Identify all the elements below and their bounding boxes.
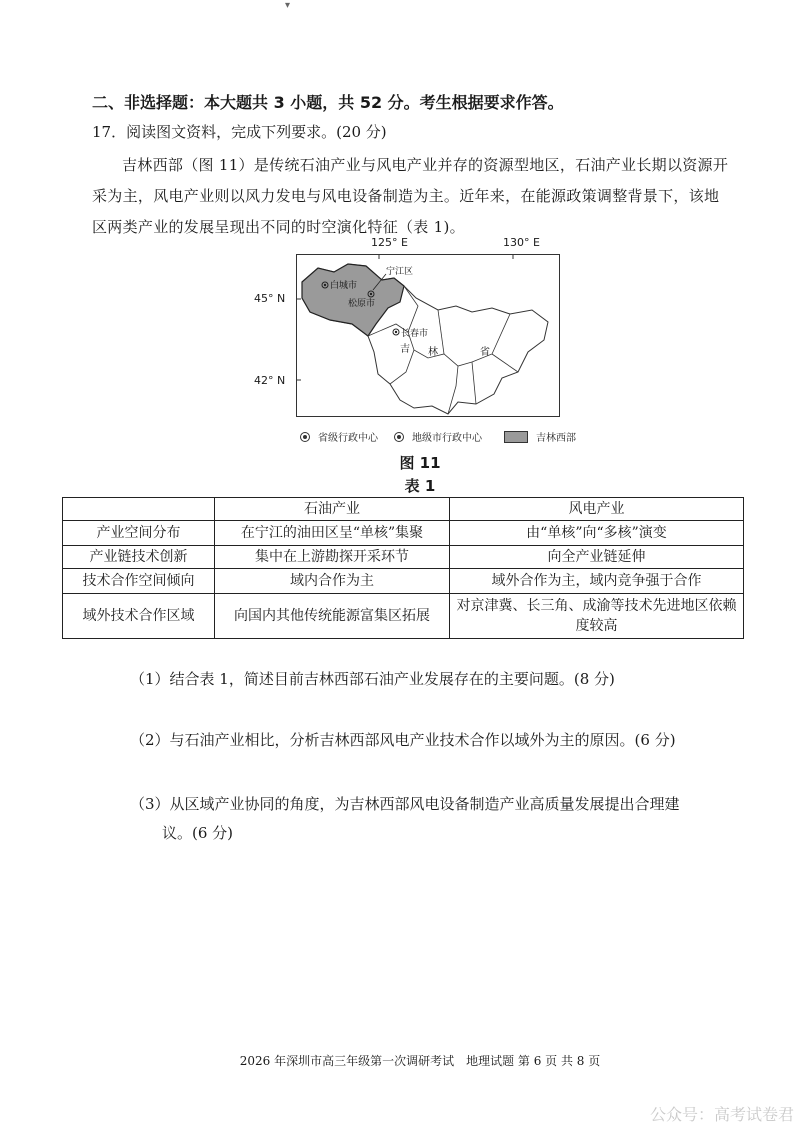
question-intro: 吉林西部（图 11）是传统石油产业与风电产业并存的资源型地区，石油产业长期以资源开采为主，风电产业则以风力发电与风电设备制造为主。近年来，在能源政策调整背景下，该地区两类产业的发展呈现出不同的时空演化特征（表 1)。 bbox=[92, 156, 729, 236]
west-swatch-icon bbox=[504, 431, 528, 443]
row-label: 域外技术合作区域 bbox=[63, 594, 215, 639]
latitude-label: 42° N bbox=[254, 374, 286, 387]
provincial-center-icon bbox=[300, 432, 310, 442]
label-ningjiang: 宁江区 bbox=[386, 267, 414, 277]
wind-cell: 对京津冀、长三角、成渝等技术先进地区依赖度较高 bbox=[450, 594, 744, 639]
table-header-row bbox=[63, 498, 744, 521]
table-row bbox=[63, 521, 744, 546]
section-heading: 二、非选择题：本大题共 3 小题，共 52 分。考生根据要求作答。 bbox=[92, 93, 564, 112]
latitude-label: 45° N bbox=[254, 292, 286, 305]
subquestion-1: （1）结合表 1，简述目前吉林西部石油产业发展存在的主要问题。(8 分) bbox=[130, 670, 615, 688]
label-changchun: 长春市 bbox=[401, 329, 429, 339]
subquestion-3-line1: （3）从区域产业协同的角度，为吉林西部风电设备制造产业高质量发展提出合理建 bbox=[130, 795, 680, 813]
oil-cell: 集中在上游勘探开采环节 bbox=[215, 546, 450, 569]
jilin-map bbox=[296, 254, 561, 418]
table-header-cell bbox=[63, 498, 215, 521]
prefecture-center-icon bbox=[394, 432, 404, 442]
longitude-label: 125° E bbox=[371, 236, 408, 249]
subquestion-2: （2）与石油产业相比，分析吉林西部风电产业技术合作以域外为主的原因。(6 分) bbox=[130, 731, 676, 749]
longitude-label: 130° E bbox=[503, 236, 540, 249]
table-caption: 表 1 bbox=[404, 477, 436, 495]
watermark: 公众号：高考试卷君 bbox=[649, 1105, 794, 1124]
industry-table bbox=[62, 497, 744, 639]
row-label: 技术合作空间倾向 bbox=[63, 569, 215, 594]
row-label: 产业空间分布 bbox=[63, 521, 215, 546]
wind-cell: 由“单核”向“多核”演变 bbox=[450, 521, 744, 546]
table-header-cell: 石油产业 bbox=[215, 498, 450, 521]
wind-cell: 域外合作为主，域内竞争强于合作 bbox=[450, 569, 744, 594]
scan-mark: ▾ bbox=[285, 0, 291, 11]
subquestion-3 bbox=[130, 790, 740, 848]
label-ji: 吉 bbox=[400, 344, 410, 355]
figure-caption: 图 11 bbox=[399, 454, 441, 472]
row-label: 产业链技术创新 bbox=[63, 546, 215, 569]
table-row bbox=[63, 546, 744, 569]
label-lin: 林 bbox=[428, 347, 438, 358]
question-header: 17．阅读图文资料，完成下列要求。(20 分) bbox=[92, 123, 387, 141]
map-legend bbox=[300, 429, 576, 444]
oil-cell: 域内合作为主 bbox=[215, 569, 450, 594]
label-songyuan: 松原市 bbox=[348, 299, 376, 309]
wind-cell: 向全产业链延伸 bbox=[450, 546, 744, 569]
page-footer: 2026 年深圳市高三年级第一次调研考试 地理试题 第 6 页 共 8 页 bbox=[239, 1054, 601, 1068]
subquestion-3-line2: 议。(6 分) bbox=[162, 824, 234, 842]
oil-cell: 在宁江的油田区呈“单核”集聚 bbox=[215, 521, 450, 546]
legend-provincial: 省级行政中心 bbox=[318, 433, 378, 444]
table-header-cell: 风电产业 bbox=[450, 498, 744, 521]
legend-prefecture: 地级市行政中心 bbox=[412, 433, 482, 444]
label-baicheng: 白城市 bbox=[330, 281, 358, 291]
table-row bbox=[63, 569, 744, 594]
label-sheng: 省 bbox=[480, 347, 490, 358]
table-row bbox=[63, 594, 744, 639]
legend-west: 吉林西部 bbox=[536, 433, 576, 444]
oil-cell: 向国内其他传统能源富集区拓展 bbox=[215, 594, 450, 639]
